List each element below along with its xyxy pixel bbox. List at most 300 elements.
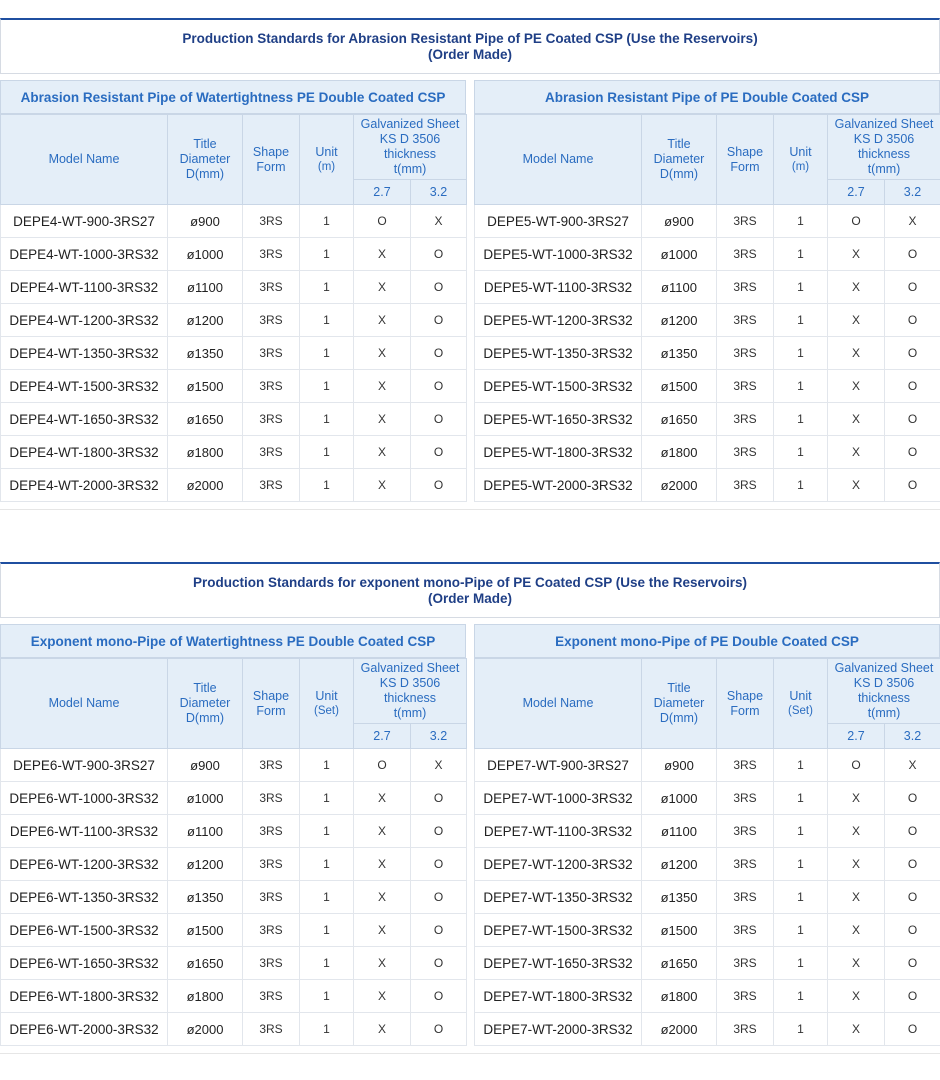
cell-t27: X [828, 980, 885, 1013]
table-row [475, 749, 940, 782]
table-row [1, 881, 467, 914]
cell-model: DEPE5-WT-1500-3RS32 [475, 370, 642, 403]
cell-t32: O [885, 337, 940, 370]
cell-t27: X [354, 337, 411, 370]
table-row [475, 469, 940, 502]
cell-unit: 1 [300, 980, 354, 1013]
cell-unit: 1 [300, 304, 354, 337]
cell-model: DEPE4-WT-900-3RS27 [1, 205, 168, 238]
cell-diameter: ø1650 [642, 947, 717, 980]
cell-unit: 1 [774, 782, 828, 815]
col-header-t32: 3.2 [885, 724, 940, 749]
cell-diameter: ø1800 [642, 980, 717, 1013]
cell-diameter: ø1500 [168, 370, 243, 403]
cell-model: DEPE5-WT-1650-3RS32 [475, 403, 642, 436]
cell-unit: 1 [774, 881, 828, 914]
cell-t27: O [828, 749, 885, 782]
cell-diameter: ø2000 [642, 469, 717, 502]
cell-t32: X [885, 749, 940, 782]
col-header-sheet: Galvanized Sheet KS D 3506 thickness t(mm) [828, 659, 940, 724]
cell-model: DEPE6-WT-1000-3RS32 [1, 782, 168, 815]
table-row [475, 848, 940, 881]
table-row [475, 304, 940, 337]
cell-diameter: ø1200 [168, 848, 243, 881]
section-title-line2: (Order Made) [427, 590, 512, 606]
cell-t32: O [885, 238, 940, 271]
cell-t32: O [411, 947, 467, 980]
cell-model: DEPE6-WT-1100-3RS32 [1, 815, 168, 848]
section-abrasion-resistant [0, 18, 940, 493]
col-header-t27: 2.7 [828, 180, 885, 205]
cell-t32: O [885, 947, 940, 980]
cell-unit: 1 [774, 337, 828, 370]
cell-t27: X [828, 337, 885, 370]
col-header-shape: Shape Form [717, 115, 774, 205]
cell-unit: 1 [300, 271, 354, 304]
cell-diameter: ø1800 [168, 436, 243, 469]
col-header-sheet: Galvanized Sheet KS D 3506 thickness t(mm) [354, 659, 467, 724]
cell-model: DEPE6-WT-1800-3RS32 [1, 980, 168, 1013]
cell-t32: O [885, 914, 940, 947]
col-header-unit: Unit (m) [300, 115, 354, 205]
col-header-model: Model Name [1, 659, 168, 749]
cell-t32: O [411, 436, 467, 469]
spec-table [0, 114, 467, 502]
section-title-line1: Production Standards for exponent mono-Pipe of PE Coated CSP (Use the Reservoirs) [192, 574, 748, 590]
cell-t32: O [411, 914, 467, 947]
cell-t27: X [828, 271, 885, 304]
cell-unit: 1 [774, 436, 828, 469]
cell-shape: 3RS [243, 271, 300, 304]
cell-diameter: ø1100 [168, 271, 243, 304]
cell-diameter: ø1200 [168, 304, 243, 337]
table-row [1, 436, 467, 469]
table-row [475, 782, 940, 815]
spec-table [0, 658, 467, 1046]
cell-t27: X [828, 238, 885, 271]
cell-model: DEPE5-WT-2000-3RS32 [475, 469, 642, 502]
cell-model: DEPE6-WT-1650-3RS32 [1, 947, 168, 980]
cell-diameter: ø1650 [168, 947, 243, 980]
cell-shape: 3RS [243, 815, 300, 848]
cell-model: DEPE7-WT-1000-3RS32 [475, 782, 642, 815]
cell-shape: 3RS [717, 370, 774, 403]
cell-model: DEPE4-WT-1650-3RS32 [1, 403, 168, 436]
cell-t27: X [828, 403, 885, 436]
cell-shape: 3RS [243, 370, 300, 403]
cell-shape: 3RS [717, 1013, 774, 1046]
col-header-model: Model Name [1, 115, 168, 205]
cell-model: DEPE5-WT-900-3RS27 [475, 205, 642, 238]
col-header-sheet: Galvanized Sheet KS D 3506 thickness t(mm) [354, 115, 467, 180]
cell-unit: 1 [300, 337, 354, 370]
cell-unit: 1 [300, 370, 354, 403]
table-row [1, 815, 467, 848]
cell-diameter: ø1000 [168, 782, 243, 815]
spec-table [474, 114, 940, 502]
cell-diameter: ø900 [168, 749, 243, 782]
col-header-diameter: Title Diameter D(mm) [168, 659, 243, 749]
cell-t32: O [411, 881, 467, 914]
table-row [1, 370, 467, 403]
col-header-unit: Unit (Set) [300, 659, 354, 749]
cell-shape: 3RS [717, 914, 774, 947]
cell-shape: 3RS [243, 304, 300, 337]
cell-t27: X [354, 436, 411, 469]
cell-t32: O [411, 782, 467, 815]
cell-t32: O [411, 238, 467, 271]
cell-t32: O [411, 469, 467, 502]
col-header-sheet: Galvanized Sheet KS D 3506 thickness t(mm) [828, 115, 940, 180]
cell-t32: O [885, 980, 940, 1013]
section-title-line1: Production Standards for Abrasion Resistant Pipe of PE Coated CSP (Use the Reservoirs) [182, 30, 758, 46]
cell-t27: X [354, 848, 411, 881]
col-header-shape: Shape Form [717, 659, 774, 749]
cell-t32: O [885, 370, 940, 403]
cell-t32: O [885, 271, 940, 304]
cell-model: DEPE7-WT-2000-3RS32 [475, 1013, 642, 1046]
table-row [1, 749, 467, 782]
cell-unit: 1 [774, 469, 828, 502]
section-title [0, 562, 940, 618]
cell-shape: 3RS [717, 403, 774, 436]
cell-shape: 3RS [243, 436, 300, 469]
cell-t27: X [354, 914, 411, 947]
cell-shape: 3RS [243, 403, 300, 436]
cell-t32: O [885, 782, 940, 815]
cell-model: DEPE4-WT-1100-3RS32 [1, 271, 168, 304]
table-row [475, 337, 940, 370]
cell-diameter: ø900 [642, 749, 717, 782]
col-header-unit: Unit (Set) [774, 659, 828, 749]
cell-diameter: ø2000 [168, 469, 243, 502]
cell-t27: X [828, 782, 885, 815]
cell-shape: 3RS [243, 205, 300, 238]
cell-shape: 3RS [717, 980, 774, 1013]
cell-shape: 3RS [717, 749, 774, 782]
table-row [1, 469, 467, 502]
cell-t27: X [354, 947, 411, 980]
cell-shape: 3RS [717, 848, 774, 881]
table-row [1, 238, 467, 271]
cell-model: DEPE6-WT-900-3RS27 [1, 749, 168, 782]
cell-model: DEPE4-WT-1350-3RS32 [1, 337, 168, 370]
cell-t27: O [354, 749, 411, 782]
panel-title: Abrasion Resistant Pipe of Watertightness PE Double Coated CSP [0, 80, 466, 114]
cell-t27: X [828, 469, 885, 502]
cell-t27: X [828, 304, 885, 337]
cell-unit: 1 [774, 403, 828, 436]
cell-shape: 3RS [243, 749, 300, 782]
cell-shape: 3RS [717, 947, 774, 980]
cell-diameter: ø1000 [168, 238, 243, 271]
cell-shape: 3RS [243, 980, 300, 1013]
cell-unit: 1 [300, 238, 354, 271]
cell-t32: X [885, 205, 940, 238]
cell-diameter: ø900 [642, 205, 717, 238]
cell-diameter: ø1000 [642, 238, 717, 271]
cell-unit: 1 [774, 749, 828, 782]
cell-model: DEPE6-WT-1500-3RS32 [1, 914, 168, 947]
cell-model: DEPE7-WT-1100-3RS32 [475, 815, 642, 848]
cell-t32: O [885, 848, 940, 881]
table-row [1, 947, 467, 980]
table-row [1, 848, 467, 881]
cell-model: DEPE7-WT-1800-3RS32 [475, 980, 642, 1013]
cell-t27: X [354, 980, 411, 1013]
cell-unit: 1 [300, 749, 354, 782]
cell-diameter: ø1100 [642, 815, 717, 848]
cell-model: DEPE4-WT-1500-3RS32 [1, 370, 168, 403]
cell-t27: X [828, 1013, 885, 1046]
cell-t32: O [411, 815, 467, 848]
cell-model: DEPE7-WT-1650-3RS32 [475, 947, 642, 980]
cell-t32: O [411, 848, 467, 881]
cell-t27: X [828, 848, 885, 881]
cell-unit: 1 [774, 914, 828, 947]
cell-t32: O [411, 370, 467, 403]
cell-t32: X [411, 205, 467, 238]
cell-t32: O [885, 304, 940, 337]
cell-shape: 3RS [717, 304, 774, 337]
col-header-shape: Shape Form [243, 115, 300, 205]
table-row [1, 337, 467, 370]
cell-model: DEPE4-WT-1200-3RS32 [1, 304, 168, 337]
divider [0, 509, 940, 510]
cell-t27: X [354, 271, 411, 304]
cell-shape: 3RS [717, 436, 774, 469]
col-header-t27: 2.7 [354, 180, 411, 205]
cell-unit: 1 [774, 1013, 828, 1046]
col-header-shape: Shape Form [243, 659, 300, 749]
cell-unit: 1 [300, 1013, 354, 1046]
col-header-t32: 3.2 [411, 180, 467, 205]
table-row [475, 947, 940, 980]
cell-shape: 3RS [243, 337, 300, 370]
cell-model: DEPE4-WT-1000-3RS32 [1, 238, 168, 271]
cell-shape: 3RS [243, 947, 300, 980]
table-row [1, 271, 467, 304]
table-row [1, 304, 467, 337]
cell-shape: 3RS [243, 1013, 300, 1046]
cell-model: DEPE7-WT-900-3RS27 [475, 749, 642, 782]
cell-shape: 3RS [243, 238, 300, 271]
table-row [475, 238, 940, 271]
table-row [1, 205, 467, 238]
cell-unit: 1 [774, 271, 828, 304]
cell-diameter: ø1350 [168, 337, 243, 370]
cell-t27: X [828, 881, 885, 914]
col-header-diameter: Title Diameter D(mm) [168, 115, 243, 205]
cell-unit: 1 [300, 881, 354, 914]
panel-watertightness [0, 624, 466, 1046]
cell-model: DEPE4-WT-2000-3RS32 [1, 469, 168, 502]
cell-t27: X [828, 370, 885, 403]
table-row [475, 980, 940, 1013]
col-header-diameter: Title Diameter D(mm) [642, 659, 717, 749]
cell-t32: O [411, 304, 467, 337]
cell-model: DEPE7-WT-1200-3RS32 [475, 848, 642, 881]
cell-model: DEPE5-WT-1200-3RS32 [475, 304, 642, 337]
cell-t27: O [828, 205, 885, 238]
table-row [475, 403, 940, 436]
cell-diameter: ø1350 [168, 881, 243, 914]
cell-model: DEPE7-WT-1500-3RS32 [475, 914, 642, 947]
cell-t32: O [411, 337, 467, 370]
cell-t27: X [354, 1013, 411, 1046]
table-row [1, 914, 467, 947]
cell-t27: X [354, 238, 411, 271]
cell-t32: O [411, 980, 467, 1013]
cell-t27: O [354, 205, 411, 238]
cell-diameter: ø2000 [642, 1013, 717, 1046]
table-row [475, 815, 940, 848]
cell-unit: 1 [300, 914, 354, 947]
col-header-t32: 3.2 [885, 180, 940, 205]
cell-diameter: ø1200 [642, 304, 717, 337]
cell-diameter: ø1350 [642, 337, 717, 370]
cell-diameter: ø1500 [642, 370, 717, 403]
cell-shape: 3RS [717, 469, 774, 502]
panel-double-coated [474, 80, 940, 502]
cell-t27: X [828, 815, 885, 848]
cell-unit: 1 [300, 205, 354, 238]
cell-unit: 1 [774, 815, 828, 848]
cell-t27: X [828, 436, 885, 469]
cell-t32: O [885, 1013, 940, 1046]
cell-shape: 3RS [243, 881, 300, 914]
col-header-model: Model Name [475, 659, 642, 749]
cell-t27: X [354, 881, 411, 914]
cell-shape: 3RS [243, 782, 300, 815]
cell-t32: O [411, 271, 467, 304]
cell-t32: O [411, 403, 467, 436]
section-title [0, 18, 940, 74]
cell-diameter: ø1200 [642, 848, 717, 881]
cell-model: DEPE5-WT-1800-3RS32 [475, 436, 642, 469]
cell-t27: X [354, 370, 411, 403]
table-row [475, 370, 940, 403]
panel-watertightness [0, 80, 466, 502]
cell-model: DEPE6-WT-1350-3RS32 [1, 881, 168, 914]
cell-diameter: ø1650 [168, 403, 243, 436]
cell-shape: 3RS [717, 337, 774, 370]
cell-unit: 1 [300, 848, 354, 881]
cell-model: DEPE4-WT-1800-3RS32 [1, 436, 168, 469]
cell-t32: X [411, 749, 467, 782]
cell-shape: 3RS [717, 881, 774, 914]
cell-unit: 1 [774, 304, 828, 337]
cell-model: DEPE7-WT-1350-3RS32 [475, 881, 642, 914]
divider [0, 1053, 940, 1054]
table-row [475, 436, 940, 469]
cell-t32: O [885, 469, 940, 502]
col-header-t27: 2.7 [828, 724, 885, 749]
cell-diameter: ø1100 [168, 815, 243, 848]
cell-t27: X [828, 947, 885, 980]
cell-unit: 1 [300, 782, 354, 815]
cell-diameter: ø2000 [168, 1013, 243, 1046]
cell-diameter: ø1100 [642, 271, 717, 304]
cell-unit: 1 [774, 205, 828, 238]
cell-t27: X [354, 782, 411, 815]
cell-shape: 3RS [717, 815, 774, 848]
cell-unit: 1 [774, 238, 828, 271]
panel-title: Exponent mono-Pipe of PE Double Coated CSP [474, 624, 940, 658]
section-exponent-mono [0, 562, 940, 1037]
cell-shape: 3RS [243, 914, 300, 947]
cell-diameter: ø1800 [168, 980, 243, 1013]
table-row [475, 1013, 940, 1046]
cell-unit: 1 [300, 403, 354, 436]
cell-diameter: ø1650 [642, 403, 717, 436]
cell-unit: 1 [300, 469, 354, 502]
cell-model: DEPE6-WT-1200-3RS32 [1, 848, 168, 881]
cell-unit: 1 [300, 436, 354, 469]
cell-unit: 1 [774, 947, 828, 980]
cell-shape: 3RS [717, 205, 774, 238]
cell-t32: O [885, 436, 940, 469]
table-row [1, 782, 467, 815]
cell-diameter: ø1000 [642, 782, 717, 815]
cell-unit: 1 [300, 815, 354, 848]
col-header-model: Model Name [475, 115, 642, 205]
cell-unit: 1 [774, 370, 828, 403]
col-header-t27: 2.7 [354, 724, 411, 749]
cell-model: DEPE5-WT-1100-3RS32 [475, 271, 642, 304]
col-header-unit: Unit (m) [774, 115, 828, 205]
col-header-diameter: Title Diameter D(mm) [642, 115, 717, 205]
panel-double-coated [474, 624, 940, 1046]
cell-t32: O [411, 1013, 467, 1046]
cell-t32: O [885, 403, 940, 436]
cell-model: DEPE5-WT-1350-3RS32 [475, 337, 642, 370]
cell-diameter: ø1500 [642, 914, 717, 947]
cell-t32: O [885, 881, 940, 914]
cell-t27: X [354, 304, 411, 337]
cell-shape: 3RS [717, 271, 774, 304]
cell-shape: 3RS [717, 782, 774, 815]
cell-shape: 3RS [243, 469, 300, 502]
cell-unit: 1 [774, 980, 828, 1013]
cell-model: DEPE5-WT-1000-3RS32 [475, 238, 642, 271]
cell-model: DEPE6-WT-2000-3RS32 [1, 1013, 168, 1046]
cell-unit: 1 [300, 947, 354, 980]
panel-title: Exponent mono-Pipe of Watertightness PE Double Coated CSP [0, 624, 466, 658]
cell-diameter: ø900 [168, 205, 243, 238]
cell-t27: X [354, 403, 411, 436]
cell-diameter: ø1800 [642, 436, 717, 469]
col-header-t32: 3.2 [411, 724, 467, 749]
cell-diameter: ø1500 [168, 914, 243, 947]
table-row [1, 980, 467, 1013]
cell-t32: O [885, 815, 940, 848]
table-row [475, 271, 940, 304]
cell-t27: X [354, 815, 411, 848]
table-row [475, 914, 940, 947]
cell-shape: 3RS [717, 238, 774, 271]
cell-t27: X [828, 914, 885, 947]
cell-unit: 1 [774, 848, 828, 881]
table-row [1, 403, 467, 436]
cell-diameter: ø1350 [642, 881, 717, 914]
table-row [475, 881, 940, 914]
table-row [475, 205, 940, 238]
section-title-line2: (Order Made) [427, 46, 512, 62]
spec-table [474, 658, 940, 1046]
cell-shape: 3RS [243, 848, 300, 881]
panel-title: Abrasion Resistant Pipe of PE Double Coated CSP [474, 80, 940, 114]
